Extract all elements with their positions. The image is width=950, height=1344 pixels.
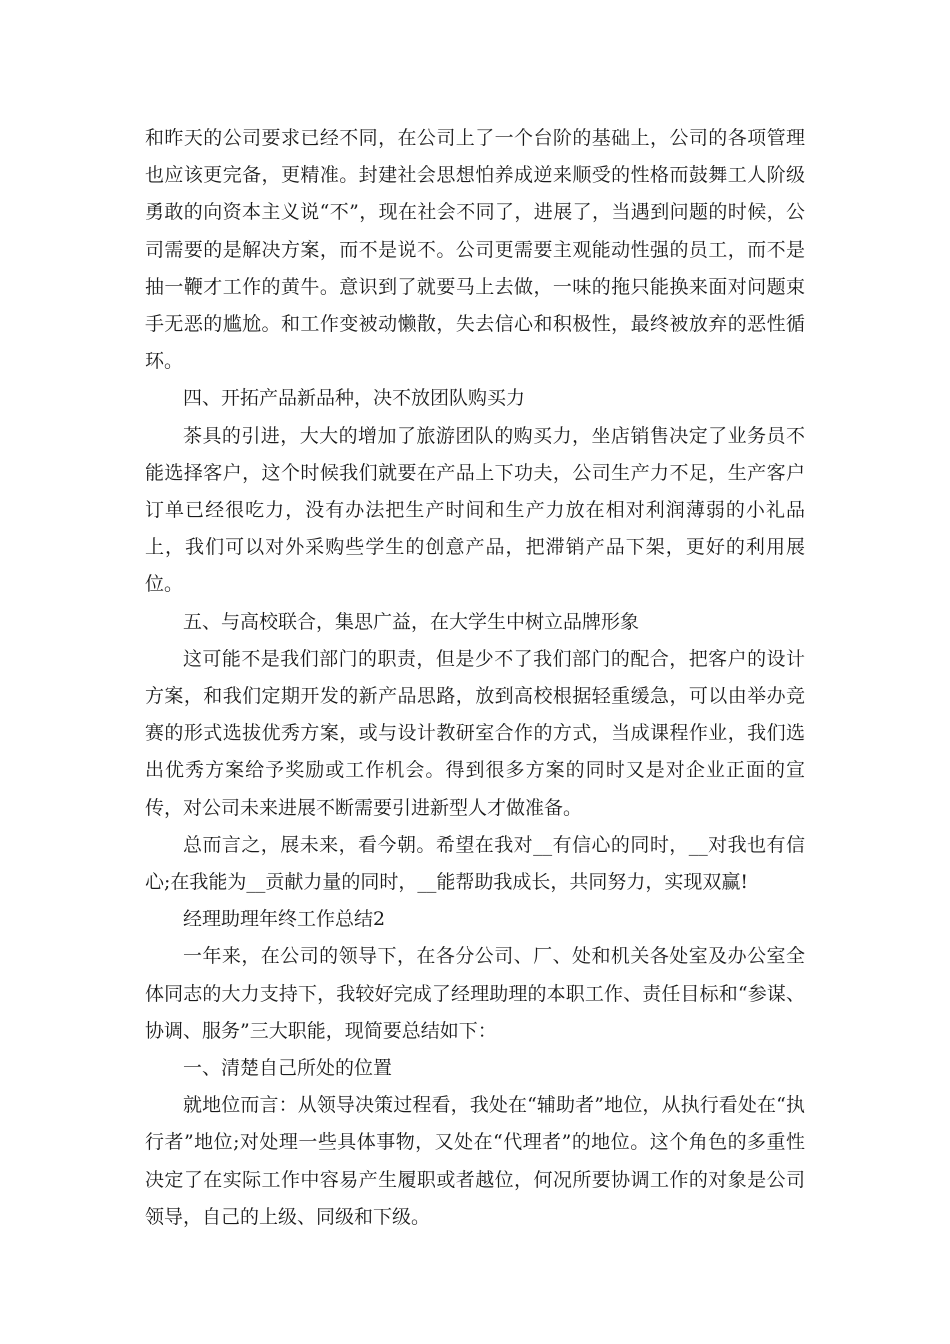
section-heading-1: 一、清楚自己所处的位置 bbox=[183, 1057, 393, 1080]
document-title-2: 经理助理年终工作总结2 bbox=[183, 908, 386, 931]
paragraph-3: 这可能不是我们部门的职责，但是少不了我们部门的配合，把客户的设计方案，和我们定期开发的新产品思路，放到高校根据轻重缓急，可以由举办竞赛的形式选拔优秀方案，或与设计教研室合作的方式，当成课程作业，我们选出优秀方案给予奖励或工作机会。得到很多方案的同时又是对企业正面的宣传，对公司未来进展不断需要引进新型人才做准备。 bbox=[145, 647, 805, 819]
section-heading-4: 四、开拓产品新品种，决不放团队购买力 bbox=[183, 387, 526, 410]
paragraph-1: 和昨天的公司要求已经不同，在公司上了一个台阶的基础上，公司的各项管理也应该更完备，更精准。封建社会思想怕养成逆来顺受的性格而鼓舞工人阶级勇敢的向资本主义说“不”，现在社会不同了，进展了，当遇到问题的时候，公司需要的是解决方案，而不是说不。公司更需要主观能动性强的员工，而不是抽一鞭才工作的黄牛。意识到了就要马上去做，一味的拖只能换来面对问题束手无恶的尴尬。和工作变被动懒散，失去信心和积极性，最终被放弃的恶性循环。 bbox=[145, 127, 805, 373]
section-heading-5: 五、与高校联合，集思广益，在大学生中树立品牌形象 bbox=[183, 610, 640, 633]
document-body bbox=[145, 120, 805, 1236]
paragraph-position: 就地位而言：从领导决策过程看，我处在“辅助者”地位，从执行看处在“执行者”地位;对处理一些具体事物，又处在“代理者”的地位。这个角色的多重性决定了在实际工作中容易产生履职或者越位，何况所要协调工作的对象是公司领导，自己的上级、同级和下级。 bbox=[145, 1094, 805, 1228]
paragraph-intro-2: 一年来，在公司的领导下，在各分公司、厂、处和机关各处室及办公室全体同志的大力支持下，我较好完成了经理助理的本职工作、责任目标和“参谋、协调、服务”三大职能，现简要总结如下： bbox=[145, 945, 805, 1042]
paragraph-2: 茶具的引进，大大的增加了旅游团队的购买力，坐店销售决定了业务员不能选择客户，这个时候我们就要在产品上下功夫，公司生产力不足，生产客户订单已经很吃力，没有办法把生产时间和生产力放在相对利润薄弱的小礼品上，我们可以对外采购些学生的创意产品，把滞销产品下架，更好的利用展位。 bbox=[145, 424, 805, 596]
paragraph-conclusion: 总而言之，展未来，看今朝。希望在我对__有信心的同时，__对我也有信心;在我能为__贡献力量的同时，__能帮助我成长，共同努力，实现双赢! bbox=[145, 833, 805, 894]
